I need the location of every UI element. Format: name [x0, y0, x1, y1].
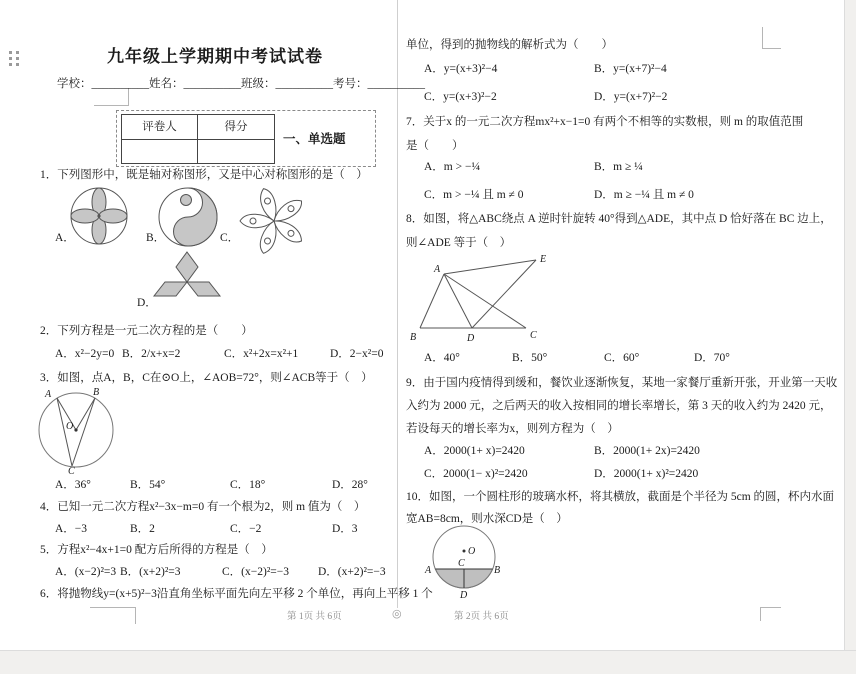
q7-option-d: D．m ≥ −¼ 且 m ≠ 0	[594, 189, 694, 201]
page1-footer: 第 1页 共 6页	[287, 612, 342, 622]
page2-footer: 第 2页 共 6页	[454, 612, 509, 622]
q1-figure-d-label: D．	[137, 297, 157, 309]
question-3-text: 3．如图，点A，B，C在⊙O上，∠AOB=72°，则∠ACB等于（ ）	[40, 372, 373, 384]
question-6-text-line2: 单位，得到的抛物线的解析式为（ ）	[406, 39, 613, 51]
question-5-text: 5．方程x²−4x+1=0 配方后所得的方程是（ ）	[40, 544, 273, 556]
q8-figure-label-a: A	[434, 264, 441, 275]
q10-figure-label-b: B	[494, 565, 501, 576]
q4-option-a: A．−3	[55, 523, 88, 535]
q5-option-c: C．(x−2)²=−3	[222, 566, 289, 578]
q10-figure-label-a: A	[425, 565, 432, 576]
margin-corner-mark-top-right	[762, 27, 781, 49]
question-7-text-line2: 是（ ）	[406, 140, 464, 152]
q3-option-a: A．36°	[55, 479, 91, 491]
q5-option-a: A．(x−2)²=3	[55, 566, 117, 578]
q9-option-a: A．2000(1+ x)=2420	[424, 445, 525, 457]
q1-figure-c-label: C．	[220, 232, 240, 244]
question-4-text: 4．已知一元二次方程x²−3x−m=0 有一个根为2，则 m 值为（ ）	[40, 501, 366, 513]
section-title: 一、单选题	[283, 132, 346, 146]
q8-figure-label-b: B	[410, 332, 417, 343]
q4-option-b: B．2	[130, 523, 155, 535]
question-10-text-line2: 宽AB=8cm，则水深CD是（ ）	[406, 513, 568, 525]
block-drag-handle-icon[interactable]	[9, 51, 22, 67]
q8-option-d: D．70°	[694, 352, 730, 364]
q9-option-d: D．2000(1+ x)²=2420	[594, 468, 699, 480]
q3-figure-circle	[30, 386, 122, 477]
q3-figure-label-b: B	[93, 387, 100, 398]
q5-option-d: D．(x+2)²=−3	[318, 566, 386, 578]
question-10-text-line1: 10．如图，一个圆柱形的玻璃水杯，将其横放，截面是个半径为 5cm 的圆，杯内水面	[406, 491, 835, 503]
q8-figure-label-d: D	[467, 333, 475, 344]
page-divider-line	[397, 0, 398, 608]
q1-figure-d-three-rhombi	[152, 250, 222, 310]
q3-figure-label-o: O	[66, 421, 74, 432]
q2-option-a: A．x²−2y=0	[55, 348, 115, 360]
q3-figure-label-c: C	[68, 466, 75, 477]
score-header-cell: 得分	[224, 121, 248, 133]
question-1-text: 1．下列图形中，既是轴对称图形，又是中心对称图形的是（ ）	[40, 169, 368, 181]
grader-empty-cell	[122, 140, 198, 164]
q4-option-c: C．−2	[230, 523, 262, 535]
grader-header-cell: 评卷人	[122, 115, 198, 139]
q10-figure-water-glass-circle	[424, 521, 506, 599]
margin-corner-mark-bottom-right	[760, 607, 781, 621]
question-8-text-line2: 则∠ADE 等于（ ）	[406, 237, 512, 249]
q6-option-b: B．y=(x+7)²−4	[594, 63, 667, 75]
q8-figure-label-c: C	[530, 330, 537, 341]
q7-option-c: C．m > −¼ 且 m ≠ 0	[424, 189, 524, 201]
q9-option-b: B．2000(1+ 2x)=2420	[594, 445, 700, 457]
q3-option-c: C．18°	[230, 479, 266, 491]
question-8-text-line1: 8．如图，将△ABC绕点 A 逆时针旋转 40°得到△ADE，其中点 D 恰好落在 BC 边上，	[406, 213, 832, 225]
q5-option-b: B．(x+2)²=3	[120, 566, 181, 578]
student-info-line: 学校：__________姓名：__________班级：__________考号：__________	[57, 78, 425, 90]
question-9-text-line1: 9．由于国内疫情得到缓和，餐饮业逐渐恢复，某地一家餐厅重新开张，开业第一天收	[406, 377, 838, 389]
q3-option-b: B．54°	[130, 479, 166, 491]
q8-option-a: A．40°	[424, 352, 460, 364]
score-empty-cell	[198, 140, 274, 164]
q1-figure-a-petal-circle	[66, 185, 132, 247]
q3-option-d: D．28°	[332, 479, 368, 491]
question-6-text-line1: 6．将抛物线y=(x+5)²−3沿直角坐标平面先向左平移 2 个单位，再向上平移 1 个	[40, 588, 433, 600]
q1-figure-a-label: A．	[55, 232, 75, 244]
grader-score-table	[121, 114, 275, 164]
q6-option-c: C．y=(x+3)²−2	[424, 91, 497, 103]
q8-figure-label-e: E	[540, 254, 547, 265]
q3-figure-label-a: A	[45, 389, 52, 400]
q10-figure-label-d: D	[460, 590, 468, 601]
q6-option-d: D．y=(x+7)²−2	[594, 91, 668, 103]
q2-option-c: C．x²+2x=x²+1	[224, 348, 299, 360]
question-9-text-line3: 若设每天的增长率为x，则列方程为（ ）	[406, 423, 619, 435]
question-2-text: 2．下列方程是一元二次方程的是（ ）	[40, 325, 253, 337]
question-7-text-line1: 7．关于x 的一元二次方程mx²+x−1=0 有两个不相等的实数根，则 m 的取值范围	[406, 116, 804, 128]
margin-corner-mark-bottom-left	[90, 607, 136, 624]
app-background-bottom	[0, 650, 856, 674]
q8-figure-rotated-triangle	[408, 248, 558, 342]
q4-option-d: D．3	[332, 523, 358, 535]
q9-option-c: C．2000(1− x)²=2420	[424, 468, 528, 480]
question-9-text-line2: 入约为 2000 元，之后两天的收入按相同的增长率增长，第 3 天的收入约为 2420 元，	[406, 400, 832, 412]
q1-figure-b-yinyang	[157, 186, 219, 248]
q10-figure-label-c: C	[458, 558, 465, 569]
q2-option-b: B．2/x+x=2	[122, 348, 181, 360]
q10-figure-label-o: O	[468, 546, 476, 557]
q1-figure-b-label: B．	[146, 232, 166, 244]
q1-figure-c-bauhinia	[230, 181, 314, 257]
q7-option-b: B．m ≥ ¼	[594, 161, 643, 173]
page-break-icon: ◎	[392, 608, 402, 620]
page-title: 九年级上学期期中考试试卷	[107, 47, 323, 66]
app-background-right	[844, 0, 856, 650]
q2-option-d: D．2−x²=0	[330, 348, 384, 360]
q8-option-c: C．60°	[604, 352, 640, 364]
q6-option-a: A．y=(x+3)²−4	[424, 63, 498, 75]
q7-option-a: A．m > −¼	[424, 161, 481, 173]
q8-option-b: B．50°	[512, 352, 548, 364]
